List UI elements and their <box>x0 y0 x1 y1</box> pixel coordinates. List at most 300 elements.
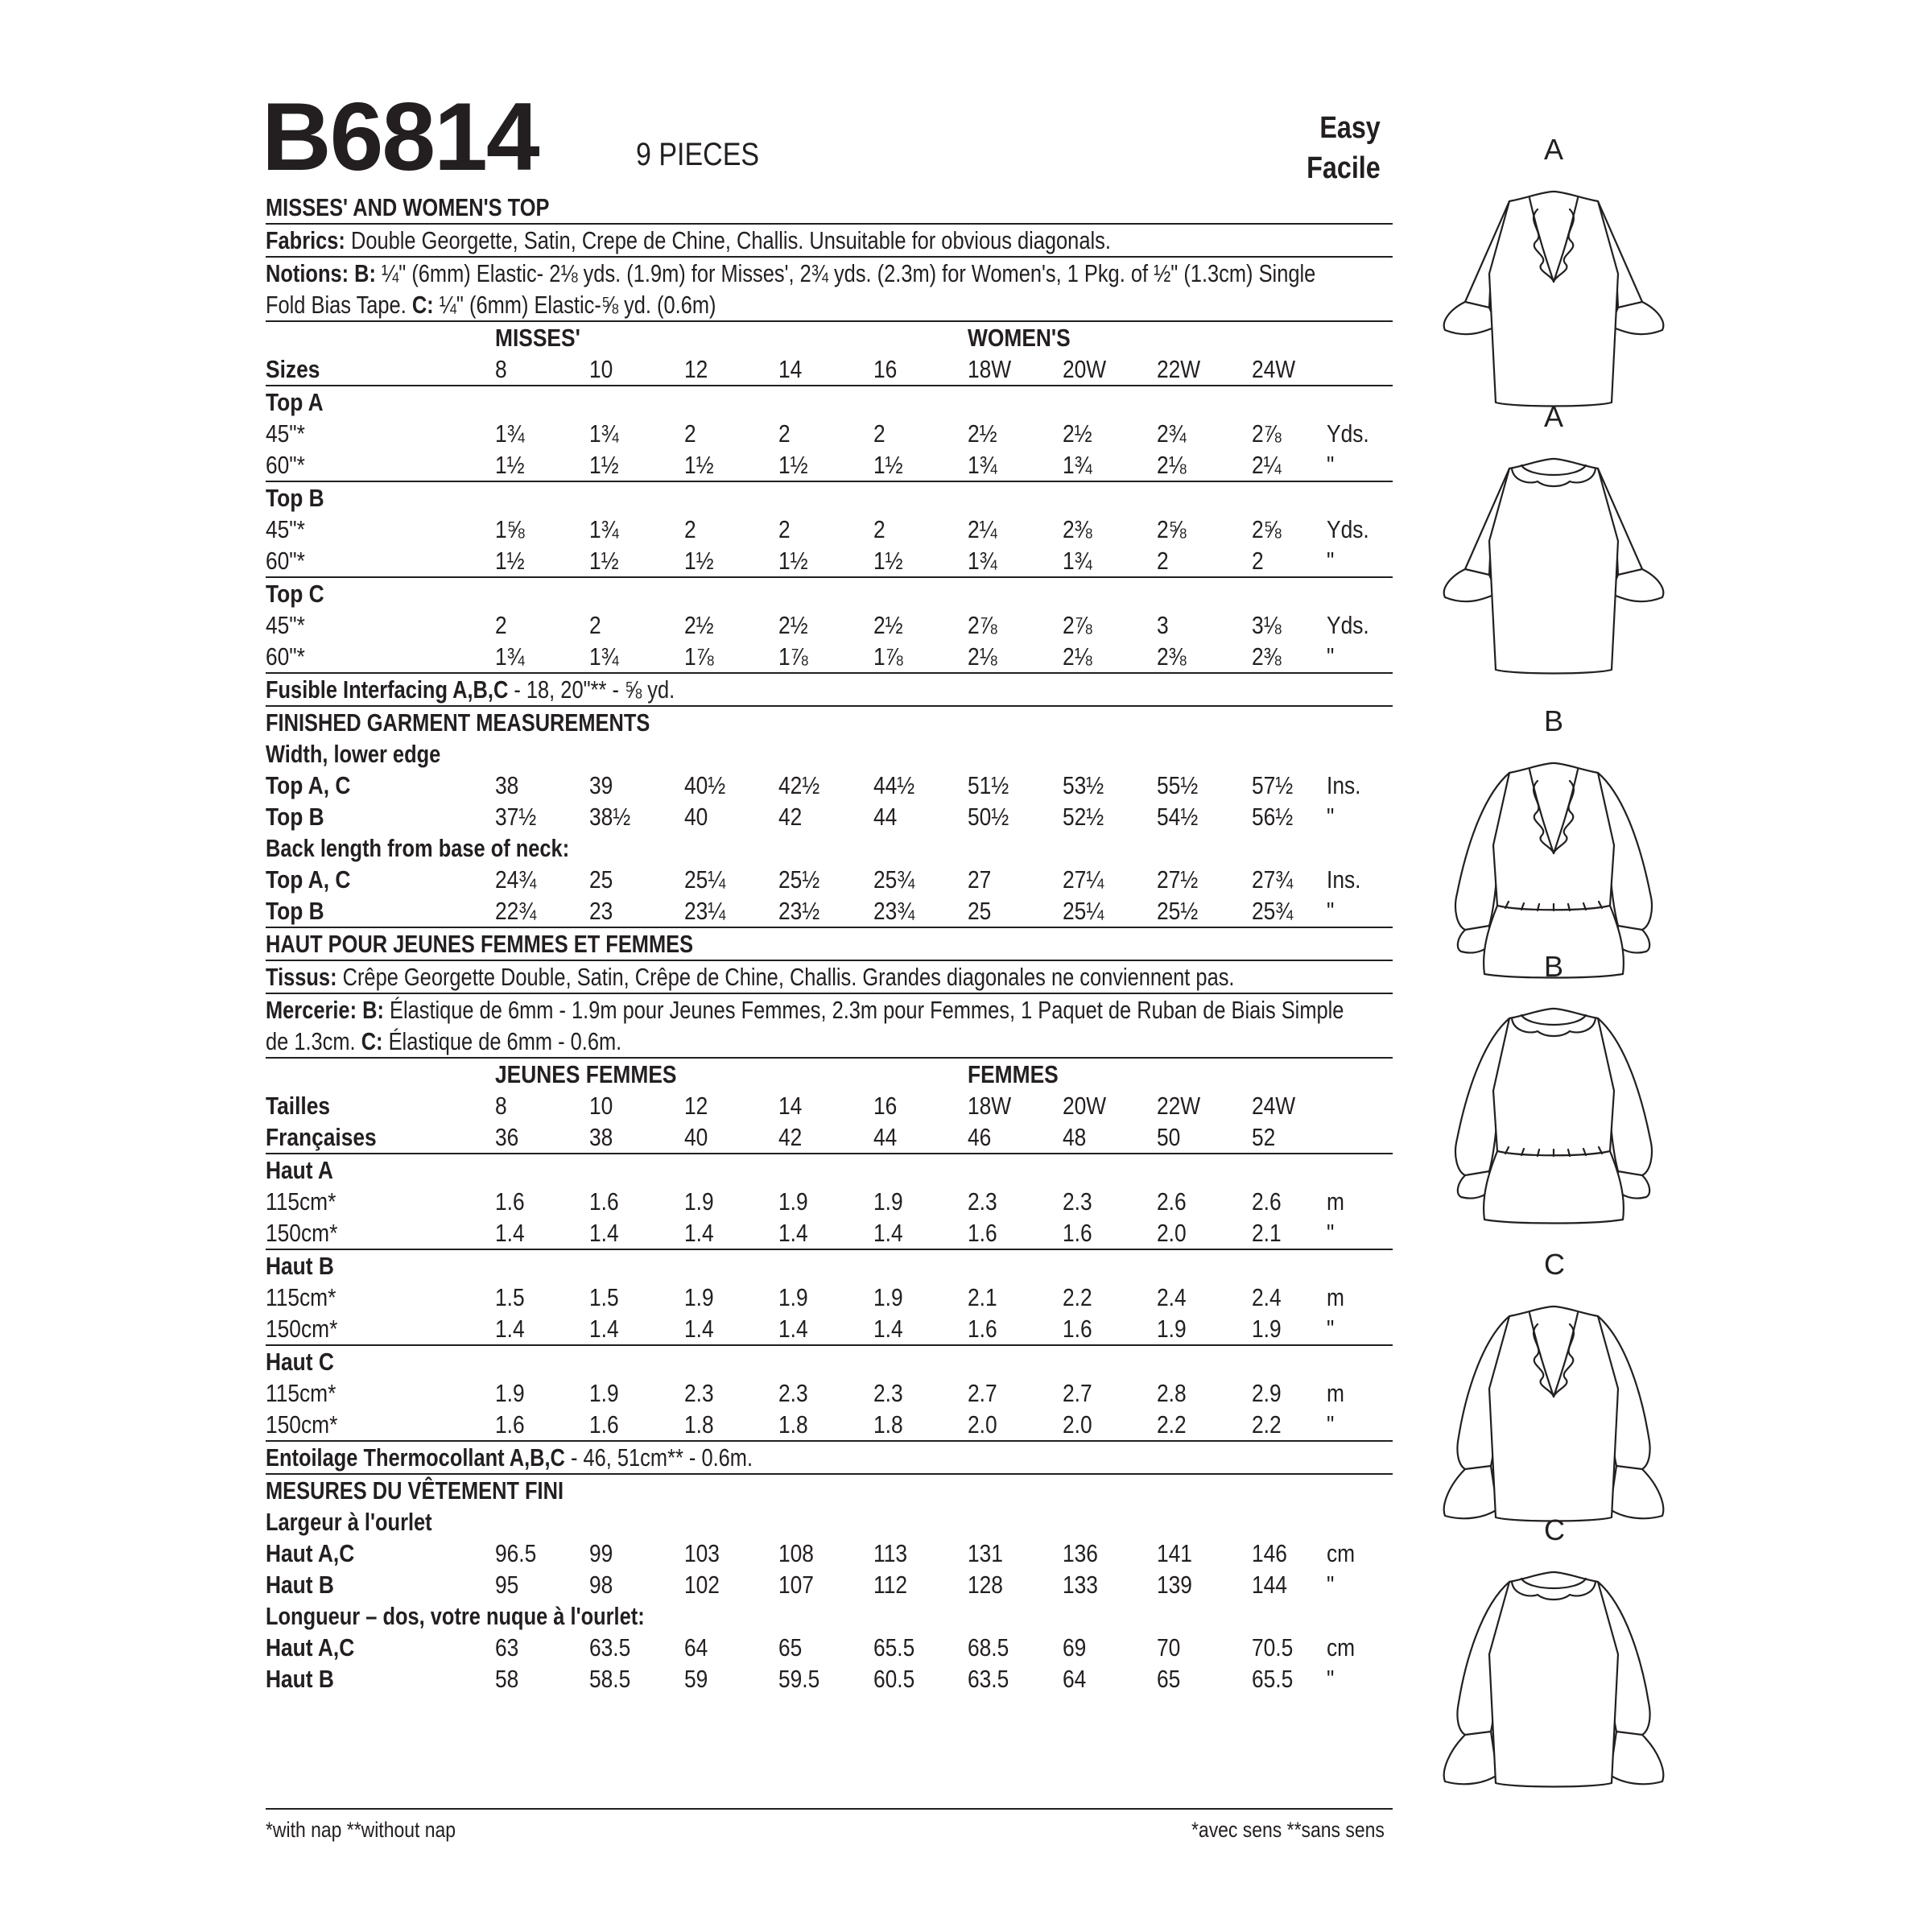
size-cell: 18W <box>968 1092 1012 1120</box>
value-cell: 2 <box>1157 547 1169 575</box>
view-label: B <box>1544 950 1564 983</box>
value-cell: 50½ <box>968 803 1009 831</box>
unit-cell: " <box>1327 897 1335 925</box>
garment-sketch-a-back <box>1433 428 1674 686</box>
value-cell: 23¾ <box>873 897 915 925</box>
table-row <box>266 1632 1393 1663</box>
unit-cell: m <box>1327 1283 1344 1311</box>
value-cell: 63 <box>495 1633 519 1662</box>
value-cell: 131 <box>968 1539 1003 1567</box>
sizes-row: Sizes 8 10 12 14 16 18W 20W 22W 24W <box>266 353 1393 386</box>
value-cell: 52½ <box>1063 803 1104 831</box>
value-cell: 2½ <box>873 611 903 639</box>
size-cell: 8 <box>495 355 507 383</box>
value-cell: 1.8 <box>778 1410 808 1439</box>
value-cell: 42½ <box>778 771 820 799</box>
value-cell: 1.4 <box>684 1315 714 1343</box>
value-cell: 1.9 <box>1157 1315 1187 1343</box>
value-cell: 38 <box>495 771 519 799</box>
size-cell: 20W <box>1063 355 1107 383</box>
value-cell: 1½ <box>684 451 714 479</box>
value-cell: 2¼ <box>968 515 997 543</box>
value-cell: 53½ <box>1063 771 1104 799</box>
value-cell: 2.3 <box>684 1379 714 1407</box>
value-cell: 113 <box>873 1539 908 1567</box>
value-cell: 1.9 <box>873 1283 903 1311</box>
value-cell: 2 <box>778 515 791 543</box>
table-row <box>266 545 1393 576</box>
size-cell: 48 <box>1063 1123 1087 1151</box>
value-cell: 2¼ <box>1252 451 1282 479</box>
unit-cell: cm <box>1327 1539 1356 1567</box>
notions-line-1: Notions: B: ¼" (6mm) Elastic- 2⅛ yds. (1.9m) for Misses', 2¾ yds. (2.3m) for Women's, 1 Pkg. of ½" (1.3cm) Single <box>266 259 1316 287</box>
unit-cell: Yds. <box>1327 515 1369 543</box>
value-cell: 1½ <box>495 547 525 575</box>
entoilage-line: Entoilage Thermocollant A,B,C - 46, 51cm** - 0.6m. <box>266 1442 1393 1475</box>
value-cell: 2.1 <box>968 1283 997 1311</box>
row-label: Top A, C <box>266 865 351 894</box>
value-cell: 2½ <box>968 419 997 448</box>
row-label: Top A, C <box>266 771 351 799</box>
value-cell: 1.5 <box>495 1283 525 1311</box>
value-cell: 57½ <box>1252 771 1294 799</box>
value-cell: 144 <box>1252 1571 1287 1599</box>
unit-cell: " <box>1327 1571 1335 1599</box>
value-cell: 65.5 <box>873 1633 915 1662</box>
unit-cell: " <box>1327 1219 1335 1247</box>
notions-line-2: Fold Bias Tape. C: ¼" (6mm) Elastic-⅝ yd. (0.6m) <box>266 289 1393 322</box>
length-title: Back length from base of neck: <box>266 834 570 862</box>
garment-sketch-c-front <box>1433 1276 1674 1534</box>
value-cell: 1½ <box>589 547 619 575</box>
value-cell: 1.9 <box>778 1187 808 1216</box>
size-chart <box>266 192 1393 1695</box>
value-cell: 1⅝ <box>495 515 525 543</box>
size-cell: 46 <box>968 1123 992 1151</box>
value-cell: 69 <box>1063 1633 1087 1662</box>
value-cell: 25¾ <box>873 865 915 894</box>
value-cell: 1.9 <box>873 1187 903 1216</box>
piece-count: 9 PIECES <box>636 137 760 172</box>
value-cell: 1.6 <box>495 1187 525 1216</box>
value-cell: 2 <box>778 419 791 448</box>
value-cell: 58.5 <box>589 1665 631 1693</box>
table-row <box>266 895 1393 927</box>
value-cell: 27½ <box>1157 865 1199 894</box>
size-cell: 8 <box>495 1092 507 1120</box>
value-cell: 1½ <box>778 451 808 479</box>
value-cell: 1¾ <box>589 515 619 543</box>
unit-cell: " <box>1327 1315 1335 1343</box>
value-cell: 2 <box>684 515 696 543</box>
value-cell: 70 <box>1157 1633 1181 1662</box>
row-label: 115cm* <box>266 1187 336 1216</box>
yardage-group <box>266 578 1393 674</box>
value-cell: 139 <box>1157 1571 1192 1599</box>
value-cell: 64 <box>684 1633 708 1662</box>
value-cell: 39 <box>589 771 613 799</box>
length-table <box>266 864 1393 928</box>
value-cell: 2.2 <box>1157 1410 1187 1439</box>
group-title: Top C <box>266 580 324 608</box>
value-cell: 1½ <box>778 547 808 575</box>
value-cell: 2½ <box>1063 419 1092 448</box>
value-cell: 2.0 <box>1157 1219 1187 1247</box>
row-label: 150cm* <box>266 1315 338 1343</box>
row-label: Haut B <box>266 1571 334 1599</box>
unit-cell: Ins. <box>1327 771 1361 799</box>
table-row <box>266 1409 1393 1440</box>
table-row <box>266 1186 1393 1217</box>
value-cell: 58 <box>495 1665 519 1693</box>
value-cell: 1.9 <box>778 1283 808 1311</box>
fgm-title: FINISHED GARMENT MEASUREMENTS <box>266 708 650 737</box>
unit-cell: " <box>1327 642 1335 671</box>
value-cell: 1¾ <box>495 419 525 448</box>
value-cell: 1.6 <box>589 1187 619 1216</box>
footer-rule <box>266 1808 1393 1810</box>
value-cell: 1¾ <box>1063 547 1092 575</box>
value-cell: 1⅞ <box>684 642 714 671</box>
french-title: HAUT POUR JEUNES FEMMES ET FEMMES <box>266 928 1393 961</box>
row-label: 150cm* <box>266 1219 338 1247</box>
value-cell: 2⅜ <box>1063 515 1092 543</box>
size-cell: 14 <box>778 355 803 383</box>
value-cell: 2.3 <box>1063 1187 1092 1216</box>
value-cell: 23¼ <box>684 897 726 925</box>
yardage-group <box>266 1250 1393 1346</box>
value-cell: 2.2 <box>1252 1410 1282 1439</box>
width-title: Width, lower edge <box>266 740 441 768</box>
table-row <box>266 1663 1393 1695</box>
fr-length-title: Longueur – dos, votre nuque à l'ourlet: <box>266 1602 645 1630</box>
row-label: Haut A,C <box>266 1633 355 1662</box>
value-cell: 3 <box>1157 611 1169 639</box>
row-label: Top B <box>266 803 324 831</box>
value-cell: 2 <box>1252 547 1264 575</box>
garment-sketch-b-back <box>1433 978 1674 1236</box>
row-label: 60"* <box>266 547 305 575</box>
value-cell: 1.6 <box>495 1410 525 1439</box>
group-title: Haut C <box>266 1348 334 1376</box>
row-label: Haut A,C <box>266 1539 355 1567</box>
row-label: 115cm* <box>266 1283 336 1311</box>
value-cell: 1.8 <box>684 1410 714 1439</box>
value-cell: 25 <box>968 897 992 925</box>
value-cell: 2⅝ <box>1157 515 1187 543</box>
value-cell: 25½ <box>1157 897 1199 925</box>
value-cell: 25 <box>589 865 613 894</box>
unit-cell: " <box>1327 803 1335 831</box>
value-cell: 2.6 <box>1157 1187 1187 1216</box>
value-cell: 42 <box>778 803 803 831</box>
row-label: 45"* <box>266 611 305 639</box>
value-cell: 2¾ <box>1157 419 1187 448</box>
value-cell: 25¾ <box>1252 897 1294 925</box>
group-title: Top B <box>266 484 324 512</box>
value-cell: 64 <box>1063 1665 1087 1693</box>
size-cell: 10 <box>589 1092 613 1120</box>
garment-sketch-c-back <box>1433 1542 1674 1799</box>
size-cell: 40 <box>684 1123 708 1151</box>
mercerie-line-2: de 1.3cm. C: Élastique de 6mm - 0.6m. <box>266 1026 1393 1059</box>
value-cell: 1.8 <box>873 1410 903 1439</box>
value-cell: 1¾ <box>1063 451 1092 479</box>
mercerie-line-1: Mercerie: B: Élastique de 6mm - 1.9m pour Jeunes Femmes, 2.3m pour Femmes, 1 Paquet de Ruban de Biais Simple <box>266 996 1344 1024</box>
size-cell: 50 <box>1157 1123 1181 1151</box>
unit-cell: " <box>1327 1665 1335 1693</box>
row-label: 45"* <box>266 515 305 543</box>
value-cell: 1.9 <box>589 1379 619 1407</box>
value-cell: 107 <box>778 1571 814 1599</box>
value-cell: 1½ <box>589 451 619 479</box>
value-cell: 1.6 <box>1063 1219 1092 1247</box>
size-cell: 12 <box>684 1092 708 1120</box>
unit-cell: cm <box>1327 1633 1356 1662</box>
value-cell: 96.5 <box>495 1539 537 1567</box>
table-row <box>266 609 1393 641</box>
value-cell: 102 <box>684 1571 720 1599</box>
value-cell: 141 <box>1157 1539 1192 1567</box>
value-cell: 3⅛ <box>1252 611 1282 639</box>
group-title: Top A <box>266 388 324 416</box>
table-row <box>266 1282 1393 1313</box>
value-cell: 1.4 <box>589 1315 619 1343</box>
size-cell: 16 <box>873 1092 898 1120</box>
value-cell: 63.5 <box>968 1665 1009 1693</box>
value-cell: 54½ <box>1157 803 1199 831</box>
fr-fgm-title: MESURES DU VÊTEMENT FINI <box>266 1476 564 1505</box>
value-cell: 1.4 <box>589 1219 619 1247</box>
tissus-line: Tissus: Crêpe Georgette Double, Satin, Crêpe de Chine, Challis. Grandes diagonales ne conviennent pas. <box>266 961 1393 994</box>
value-cell: 133 <box>1063 1571 1098 1599</box>
value-cell: 1.6 <box>1063 1315 1092 1343</box>
table-row <box>266 514 1393 545</box>
view-label: C <box>1544 1248 1565 1281</box>
view-label: B <box>1544 704 1564 737</box>
footnote-en: *with nap **without nap <box>266 1818 456 1842</box>
value-cell: 25½ <box>778 865 820 894</box>
pattern-title: MISSES' AND WOMEN'S TOP <box>266 192 1393 225</box>
value-cell: 1.6 <box>589 1410 619 1439</box>
value-cell: 2.3 <box>778 1379 808 1407</box>
value-cell: 63.5 <box>589 1633 631 1662</box>
value-cell: 2.4 <box>1157 1283 1187 1311</box>
value-cell: 40 <box>684 803 708 831</box>
fr-size-group-header: JEUNES FEMMES FEMMES <box>495 1060 1059 1088</box>
value-cell: 2½ <box>684 611 714 639</box>
size-cell: 24W <box>1252 355 1296 383</box>
value-cell: 56½ <box>1252 803 1294 831</box>
value-cell: 2.3 <box>873 1379 903 1407</box>
value-cell: 108 <box>778 1539 814 1567</box>
value-cell: 68.5 <box>968 1633 1009 1662</box>
value-cell: 2.0 <box>968 1410 997 1439</box>
value-cell: 22¾ <box>495 897 537 925</box>
unit-cell: Ins. <box>1327 865 1361 894</box>
value-cell: 65 <box>778 1633 803 1662</box>
value-cell: 2.0 <box>1063 1410 1092 1439</box>
value-cell: 146 <box>1252 1539 1287 1567</box>
unit-cell: m <box>1327 1379 1344 1407</box>
value-cell: 1⅞ <box>778 642 808 671</box>
value-cell: 2⅜ <box>1157 642 1187 671</box>
value-cell: 2.4 <box>1252 1283 1282 1311</box>
value-cell: 95 <box>495 1571 519 1599</box>
value-cell: 2 <box>684 419 696 448</box>
value-cell: 51½ <box>968 771 1009 799</box>
width-table <box>266 770 1393 832</box>
group-title: Haut A <box>266 1156 333 1184</box>
row-label: Haut B <box>266 1665 334 1693</box>
value-cell: 1.9 <box>684 1187 714 1216</box>
value-cell: 1.4 <box>495 1219 525 1247</box>
row-label: 60"* <box>266 451 305 479</box>
fr-francaises-row: Françaises 36 38 40 42 44 46 48 50 52 <box>266 1121 1393 1154</box>
size-cell: 14 <box>778 1092 803 1120</box>
table-row <box>266 1569 1393 1600</box>
value-cell: 1½ <box>495 451 525 479</box>
table-row <box>266 801 1393 832</box>
yardage-group <box>266 386 1393 482</box>
fr-length-table <box>266 1632 1393 1695</box>
value-cell: 65 <box>1157 1665 1181 1693</box>
value-cell: 23 <box>589 897 613 925</box>
value-cell: 2.2 <box>1063 1283 1092 1311</box>
value-cell: 2 <box>873 515 886 543</box>
value-cell: 1.4 <box>684 1219 714 1247</box>
value-cell: 2⅛ <box>1063 642 1092 671</box>
fr-width-table <box>266 1538 1393 1600</box>
garment-sketch-a-front <box>1433 161 1674 419</box>
fr-sizes-row: Tailles 8 10 12 14 16 18W 20W 22W 24W <box>266 1092 1296 1120</box>
value-cell: 27 <box>968 865 992 894</box>
value-cell: 2⅞ <box>1252 419 1282 448</box>
view-label: A <box>1544 400 1564 433</box>
value-cell: 55½ <box>1157 771 1199 799</box>
unit-cell: Yds. <box>1327 419 1369 448</box>
difficulty-en: Easy <box>1319 111 1381 145</box>
fr-yardage-table <box>266 1154 1393 1442</box>
size-cell: 20W <box>1063 1092 1107 1120</box>
value-cell: 1.9 <box>684 1283 714 1311</box>
value-cell: 1.9 <box>495 1379 525 1407</box>
row-label: 60"* <box>266 642 305 671</box>
yardage-group <box>266 1346 1393 1442</box>
view-label: A <box>1544 133 1564 166</box>
unit-cell: " <box>1327 547 1335 575</box>
value-cell: 1.4 <box>873 1219 903 1247</box>
value-cell: 44½ <box>873 771 915 799</box>
value-cell: 25¼ <box>684 865 726 894</box>
fr-width-title: Largeur à l'ourlet <box>266 1508 432 1536</box>
table-row <box>266 449 1393 481</box>
size-cell: 22W <box>1157 355 1201 383</box>
value-cell: 59 <box>684 1665 708 1693</box>
value-cell: 27¾ <box>1252 865 1294 894</box>
value-cell: 1.9 <box>1252 1315 1282 1343</box>
value-cell: 1⅞ <box>873 642 903 671</box>
footnote-fr: *avec sens **sans sens <box>1191 1818 1385 1842</box>
size-cell: 16 <box>873 355 898 383</box>
size-cell: 12 <box>684 355 708 383</box>
value-cell: 103 <box>684 1539 720 1567</box>
row-label: 150cm* <box>266 1410 338 1439</box>
size-cell: 36 <box>495 1123 519 1151</box>
table-row <box>266 1538 1393 1569</box>
value-cell: 38½ <box>589 803 631 831</box>
value-cell: 2 <box>589 611 601 639</box>
value-cell: 65.5 <box>1252 1665 1294 1693</box>
value-cell: 1¾ <box>968 451 997 479</box>
value-cell: 112 <box>873 1571 908 1599</box>
table-row <box>266 1217 1393 1249</box>
size-cell: 10 <box>589 355 613 383</box>
value-cell: 40½ <box>684 771 726 799</box>
table-row <box>266 418 1393 449</box>
value-cell: 70.5 <box>1252 1633 1294 1662</box>
size-cell: 42 <box>778 1123 803 1151</box>
value-cell: 1¾ <box>589 642 619 671</box>
value-cell: 2⅛ <box>968 642 997 671</box>
value-cell: 1¾ <box>589 419 619 448</box>
value-cell: 23½ <box>778 897 820 925</box>
value-cell: 1¾ <box>968 547 997 575</box>
value-cell: 2 <box>873 419 886 448</box>
difficulty-fr: Facile <box>1307 151 1381 185</box>
yardage-group <box>266 1154 1393 1250</box>
view-label: C <box>1544 1513 1565 1546</box>
value-cell: 2.7 <box>968 1379 997 1407</box>
row-label: 115cm* <box>266 1379 336 1407</box>
size-group-header: MISSES' WOMEN'S <box>495 324 1071 352</box>
table-row <box>266 1313 1393 1344</box>
value-cell: 2.3 <box>968 1187 997 1216</box>
size-cell: 38 <box>589 1123 613 1151</box>
table-row <box>266 1377 1393 1409</box>
value-cell: 136 <box>1063 1539 1098 1567</box>
value-cell: 2.9 <box>1252 1379 1282 1407</box>
value-cell: 99 <box>589 1539 613 1567</box>
group-title: Haut B <box>266 1252 334 1280</box>
value-cell: 44 <box>873 803 898 831</box>
value-cell: 2 <box>495 611 507 639</box>
unit-cell: m <box>1327 1187 1344 1216</box>
yardage-group <box>266 482 1393 578</box>
value-cell: 59.5 <box>778 1665 820 1693</box>
value-cell: 2.1 <box>1252 1219 1282 1247</box>
value-cell: 1½ <box>684 547 714 575</box>
value-cell: 25¼ <box>1063 897 1104 925</box>
value-cell: 1.4 <box>778 1219 808 1247</box>
size-cell: 52 <box>1252 1123 1276 1151</box>
value-cell: 2⅞ <box>968 611 997 639</box>
value-cell: 1¾ <box>495 642 525 671</box>
value-cell: 27¼ <box>1063 865 1104 894</box>
value-cell: 2⅛ <box>1157 451 1187 479</box>
value-cell: 60.5 <box>873 1665 915 1693</box>
interfacing-line: Fusible Interfacing A,B,C - 18, 20"** - ⅝ yd. <box>266 674 1393 707</box>
value-cell: 37½ <box>495 803 537 831</box>
unit-cell: " <box>1327 1410 1335 1439</box>
value-cell: 2⅝ <box>1252 515 1282 543</box>
value-cell: 2⅜ <box>1252 642 1282 671</box>
value-cell: 128 <box>968 1571 1003 1599</box>
value-cell: 1.6 <box>968 1315 997 1343</box>
value-cell: 2.7 <box>1063 1379 1092 1407</box>
size-cell: 24W <box>1252 1092 1296 1120</box>
value-cell: 1.6 <box>968 1219 997 1247</box>
